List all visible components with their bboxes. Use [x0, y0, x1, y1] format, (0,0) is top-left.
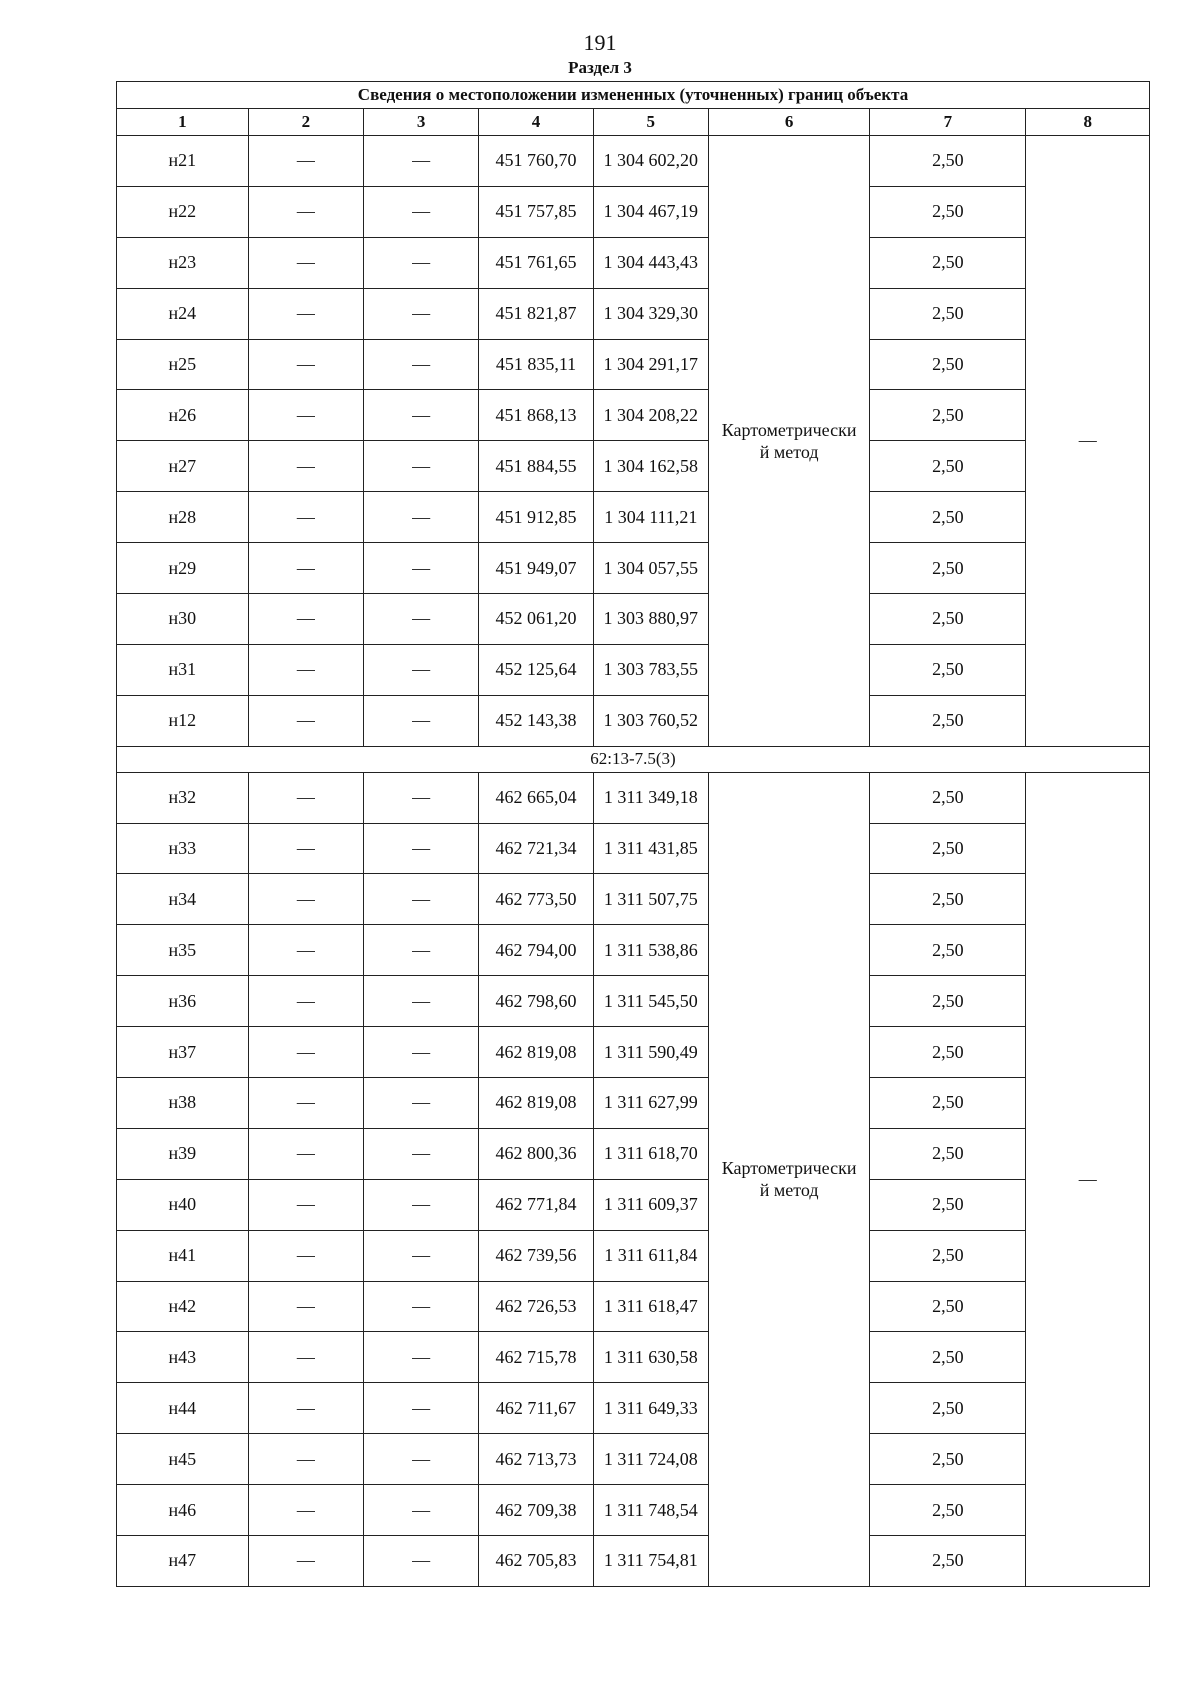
- table-row: [117, 874, 1150, 925]
- col2-cell: —: [248, 1332, 363, 1383]
- point-number-cell: н45: [117, 1434, 249, 1485]
- y-coordinate-cell: 1 311 538,86: [593, 925, 708, 976]
- col3-cell: —: [364, 441, 479, 492]
- block-label: 62:13-7.5(3): [117, 746, 1150, 772]
- point-number-cell: н22: [117, 186, 249, 237]
- table-row: [117, 594, 1150, 645]
- point-number-cell: н36: [117, 976, 249, 1027]
- accuracy-cell: 2,50: [870, 136, 1026, 187]
- accuracy-cell: 2,50: [870, 1485, 1026, 1536]
- col2-cell: —: [248, 594, 363, 645]
- x-coordinate-cell: 451 868,13: [479, 390, 593, 441]
- col3-cell: —: [364, 339, 479, 390]
- col3-cell: —: [364, 1485, 479, 1536]
- accuracy-cell: 2,50: [870, 1434, 1026, 1485]
- y-coordinate-cell: 1 311 754,81: [593, 1536, 708, 1587]
- col3-cell: —: [364, 1179, 479, 1230]
- y-coordinate-cell: 1 311 507,75: [593, 874, 708, 925]
- point-number-cell: н32: [117, 772, 249, 823]
- col2-cell: —: [248, 441, 363, 492]
- y-coordinate-cell: 1 304 208,22: [593, 390, 708, 441]
- column-number: 4: [479, 109, 593, 136]
- column-number: 7: [870, 109, 1026, 136]
- accuracy-cell: 2,50: [870, 925, 1026, 976]
- col3-cell: —: [364, 695, 479, 746]
- table-row: [117, 1078, 1150, 1129]
- accuracy-cell: 2,50: [870, 874, 1026, 925]
- col8-cell: —: [1026, 136, 1150, 747]
- method-text-line: й метод: [759, 441, 819, 462]
- table-row: [117, 1383, 1150, 1434]
- point-number-cell: н40: [117, 1179, 249, 1230]
- col2-cell: —: [248, 1027, 363, 1078]
- table-row: [117, 288, 1150, 339]
- table-row: [117, 1281, 1150, 1332]
- x-coordinate-cell: 451 884,55: [479, 441, 593, 492]
- accuracy-cell: 2,50: [870, 1383, 1026, 1434]
- y-coordinate-cell: 1 303 760,52: [593, 695, 708, 746]
- x-coordinate-cell: 462 705,83: [479, 1536, 593, 1587]
- accuracy-cell: 2,50: [870, 1281, 1026, 1332]
- y-coordinate-cell: 1 304 057,55: [593, 543, 708, 594]
- col3-cell: —: [364, 772, 479, 823]
- accuracy-cell: 2,50: [870, 1078, 1026, 1129]
- y-coordinate-cell: 1 304 162,58: [593, 441, 708, 492]
- block-label-row: [117, 746, 1150, 772]
- col3-cell: —: [364, 823, 479, 874]
- col3-cell: —: [364, 186, 479, 237]
- x-coordinate-cell: 462 665,04: [479, 772, 593, 823]
- col2-cell: —: [248, 390, 363, 441]
- x-coordinate-cell: 451 761,65: [479, 237, 593, 288]
- x-coordinate-cell: 462 798,60: [479, 976, 593, 1027]
- accuracy-cell: 2,50: [870, 492, 1026, 543]
- point-number-cell: н39: [117, 1128, 249, 1179]
- table-row: [117, 1536, 1150, 1587]
- accuracy-cell: 2,50: [870, 823, 1026, 874]
- point-number-cell: н38: [117, 1078, 249, 1129]
- col2-cell: —: [248, 237, 363, 288]
- x-coordinate-cell: 462 713,73: [479, 1434, 593, 1485]
- x-coordinate-cell: 462 709,38: [479, 1485, 593, 1536]
- y-coordinate-cell: 1 311 627,99: [593, 1078, 708, 1129]
- col3-cell: —: [364, 1027, 479, 1078]
- table-row: [117, 1230, 1150, 1281]
- point-number-cell: н27: [117, 441, 249, 492]
- y-coordinate-cell: 1 311 618,47: [593, 1281, 708, 1332]
- point-number-cell: н29: [117, 543, 249, 594]
- y-coordinate-cell: 1 303 783,55: [593, 644, 708, 695]
- y-coordinate-cell: 1 311 724,08: [593, 1434, 708, 1485]
- y-coordinate-cell: 1 311 545,50: [593, 976, 708, 1027]
- col3-cell: —: [364, 1383, 479, 1434]
- accuracy-cell: 2,50: [870, 976, 1026, 1027]
- col2-cell: —: [248, 1536, 363, 1587]
- col3-cell: —: [364, 288, 479, 339]
- point-number-cell: н47: [117, 1536, 249, 1587]
- col2-cell: —: [248, 644, 363, 695]
- accuracy-cell: 2,50: [870, 237, 1026, 288]
- point-number-cell: н33: [117, 823, 249, 874]
- col3-cell: —: [364, 237, 479, 288]
- x-coordinate-cell: 462 739,56: [479, 1230, 593, 1281]
- y-coordinate-cell: 1 304 329,30: [593, 288, 708, 339]
- y-coordinate-cell: 1 311 649,33: [593, 1383, 708, 1434]
- y-coordinate-cell: 1 304 602,20: [593, 136, 708, 187]
- x-coordinate-cell: 462 773,50: [479, 874, 593, 925]
- col8-cell: —: [1026, 772, 1150, 1586]
- col3-cell: —: [364, 1281, 479, 1332]
- accuracy-cell: 2,50: [870, 594, 1026, 645]
- point-number-cell: н43: [117, 1332, 249, 1383]
- y-coordinate-cell: 1 311 748,54: [593, 1485, 708, 1536]
- y-coordinate-cell: 1 311 618,70: [593, 1128, 708, 1179]
- col2-cell: —: [248, 492, 363, 543]
- col2-cell: —: [248, 1434, 363, 1485]
- method-text-line: Картометрически: [721, 419, 857, 440]
- point-number-cell: н42: [117, 1281, 249, 1332]
- y-coordinate-cell: 1 304 443,43: [593, 237, 708, 288]
- point-number-cell: н12: [117, 695, 249, 746]
- method-cell: [708, 772, 869, 1586]
- col3-cell: —: [364, 1434, 479, 1485]
- column-number: 2: [248, 109, 363, 136]
- point-number-cell: н41: [117, 1230, 249, 1281]
- boundary-coordinates-table: [116, 81, 1150, 1587]
- point-number-cell: н46: [117, 1485, 249, 1536]
- accuracy-cell: 2,50: [870, 186, 1026, 237]
- table-row: [117, 543, 1150, 594]
- table-row: [117, 1027, 1150, 1078]
- x-coordinate-cell: 462 711,67: [479, 1383, 593, 1434]
- table-row: [117, 823, 1150, 874]
- col2-cell: —: [248, 823, 363, 874]
- column-number-row: [117, 109, 1150, 136]
- point-number-cell: н28: [117, 492, 249, 543]
- table-row: [117, 1434, 1150, 1485]
- point-number-cell: н30: [117, 594, 249, 645]
- x-coordinate-cell: 462 800,36: [479, 1128, 593, 1179]
- col2-cell: —: [248, 339, 363, 390]
- col2-cell: —: [248, 288, 363, 339]
- col2-cell: —: [248, 925, 363, 976]
- point-number-cell: н26: [117, 390, 249, 441]
- accuracy-cell: 2,50: [870, 441, 1026, 492]
- table-row: [117, 695, 1150, 746]
- column-number: 5: [593, 109, 708, 136]
- column-number: 1: [117, 109, 249, 136]
- table-row: [117, 1179, 1150, 1230]
- accuracy-cell: 2,50: [870, 1332, 1026, 1383]
- accuracy-cell: 2,50: [870, 1536, 1026, 1587]
- col2-cell: —: [248, 186, 363, 237]
- column-number: 6: [708, 109, 869, 136]
- col3-cell: —: [364, 1536, 479, 1587]
- col3-cell: —: [364, 594, 479, 645]
- col3-cell: —: [364, 925, 479, 976]
- col3-cell: —: [364, 976, 479, 1027]
- accuracy-cell: 2,50: [870, 644, 1026, 695]
- accuracy-cell: 2,50: [870, 288, 1026, 339]
- method-text-line: й метод: [759, 1180, 819, 1201]
- x-coordinate-cell: 451 949,07: [479, 543, 593, 594]
- table-row: [117, 644, 1150, 695]
- x-coordinate-cell: 451 835,11: [479, 339, 593, 390]
- col2-cell: —: [248, 976, 363, 1027]
- accuracy-cell: 2,50: [870, 695, 1026, 746]
- x-coordinate-cell: 462 715,78: [479, 1332, 593, 1383]
- x-coordinate-cell: 462 721,34: [479, 823, 593, 874]
- col2-cell: —: [248, 1078, 363, 1129]
- accuracy-cell: 2,50: [870, 543, 1026, 594]
- x-coordinate-cell: 462 794,00: [479, 925, 593, 976]
- table-row: [117, 339, 1150, 390]
- x-coordinate-cell: 451 821,87: [479, 288, 593, 339]
- col2-cell: —: [248, 1485, 363, 1536]
- col3-cell: —: [364, 1128, 479, 1179]
- y-coordinate-cell: 1 304 111,21: [593, 492, 708, 543]
- x-coordinate-cell: 452 143,38: [479, 695, 593, 746]
- point-number-cell: н34: [117, 874, 249, 925]
- x-coordinate-cell: 462 726,53: [479, 1281, 593, 1332]
- table-row: [117, 1485, 1150, 1536]
- col3-cell: —: [364, 644, 479, 695]
- col2-cell: —: [248, 543, 363, 594]
- table-row: [117, 772, 1150, 823]
- col3-cell: —: [364, 492, 479, 543]
- col3-cell: —: [364, 874, 479, 925]
- table-row: [117, 492, 1150, 543]
- col2-cell: —: [248, 1179, 363, 1230]
- y-coordinate-cell: 1 311 590,49: [593, 1027, 708, 1078]
- col2-cell: —: [248, 1281, 363, 1332]
- col3-cell: —: [364, 543, 479, 594]
- table-caption: Сведения о местоположении измененных (уточненных) границ объекта: [117, 82, 1150, 109]
- table-row: [117, 976, 1150, 1027]
- y-coordinate-cell: 1 311 609,37: [593, 1179, 708, 1230]
- col2-cell: —: [248, 874, 363, 925]
- point-number-cell: н25: [117, 339, 249, 390]
- accuracy-cell: 2,50: [870, 1179, 1026, 1230]
- y-coordinate-cell: 1 311 431,85: [593, 823, 708, 874]
- y-coordinate-cell: 1 311 349,18: [593, 772, 708, 823]
- table-row: [117, 237, 1150, 288]
- point-number-cell: н24: [117, 288, 249, 339]
- table-body: [117, 136, 1150, 1587]
- y-coordinate-cell: 1 303 880,97: [593, 594, 708, 645]
- col2-cell: —: [248, 772, 363, 823]
- table-row: [117, 925, 1150, 976]
- point-number-cell: н44: [117, 1383, 249, 1434]
- table-row: [117, 1332, 1150, 1383]
- accuracy-cell: 2,50: [870, 1128, 1026, 1179]
- section-title: Раздел 3: [568, 58, 632, 77]
- table-row: [117, 390, 1150, 441]
- column-number: 3: [364, 109, 479, 136]
- accuracy-cell: 2,50: [870, 1230, 1026, 1281]
- point-number-cell: н23: [117, 237, 249, 288]
- x-coordinate-cell: 451 912,85: [479, 492, 593, 543]
- page-number: 191: [583, 30, 617, 55]
- x-coordinate-cell: 451 760,70: [479, 136, 593, 187]
- y-coordinate-cell: 1 311 611,84: [593, 1230, 708, 1281]
- accuracy-cell: 2,50: [870, 339, 1026, 390]
- point-number-cell: н37: [117, 1027, 249, 1078]
- point-number-cell: н31: [117, 644, 249, 695]
- col3-cell: —: [364, 1078, 479, 1129]
- table-row: [117, 186, 1150, 237]
- x-coordinate-cell: 462 771,84: [479, 1179, 593, 1230]
- x-coordinate-cell: 452 061,20: [479, 594, 593, 645]
- accuracy-cell: 2,50: [870, 772, 1026, 823]
- table-row: [117, 136, 1150, 187]
- column-number: 8: [1026, 109, 1150, 136]
- point-number-cell: н35: [117, 925, 249, 976]
- col3-cell: —: [364, 136, 479, 187]
- accuracy-cell: 2,50: [870, 1027, 1026, 1078]
- col2-cell: —: [248, 1383, 363, 1434]
- col2-cell: —: [248, 136, 363, 187]
- accuracy-cell: 2,50: [870, 390, 1026, 441]
- col2-cell: —: [248, 695, 363, 746]
- col2-cell: —: [248, 1230, 363, 1281]
- method-text-line: Картометрически: [721, 1158, 857, 1179]
- col3-cell: —: [364, 1230, 479, 1281]
- method-cell: [708, 136, 869, 747]
- x-coordinate-cell: 462 819,08: [479, 1078, 593, 1129]
- table-row: [117, 441, 1150, 492]
- col3-cell: —: [364, 390, 479, 441]
- x-coordinate-cell: 462 819,08: [479, 1027, 593, 1078]
- table-row: [117, 1128, 1150, 1179]
- x-coordinate-cell: 451 757,85: [479, 186, 593, 237]
- col2-cell: —: [248, 1128, 363, 1179]
- y-coordinate-cell: 1 311 630,58: [593, 1332, 708, 1383]
- y-coordinate-cell: 1 304 467,19: [593, 186, 708, 237]
- x-coordinate-cell: 452 125,64: [479, 644, 593, 695]
- y-coordinate-cell: 1 304 291,17: [593, 339, 708, 390]
- col3-cell: —: [364, 1332, 479, 1383]
- point-number-cell: н21: [117, 136, 249, 187]
